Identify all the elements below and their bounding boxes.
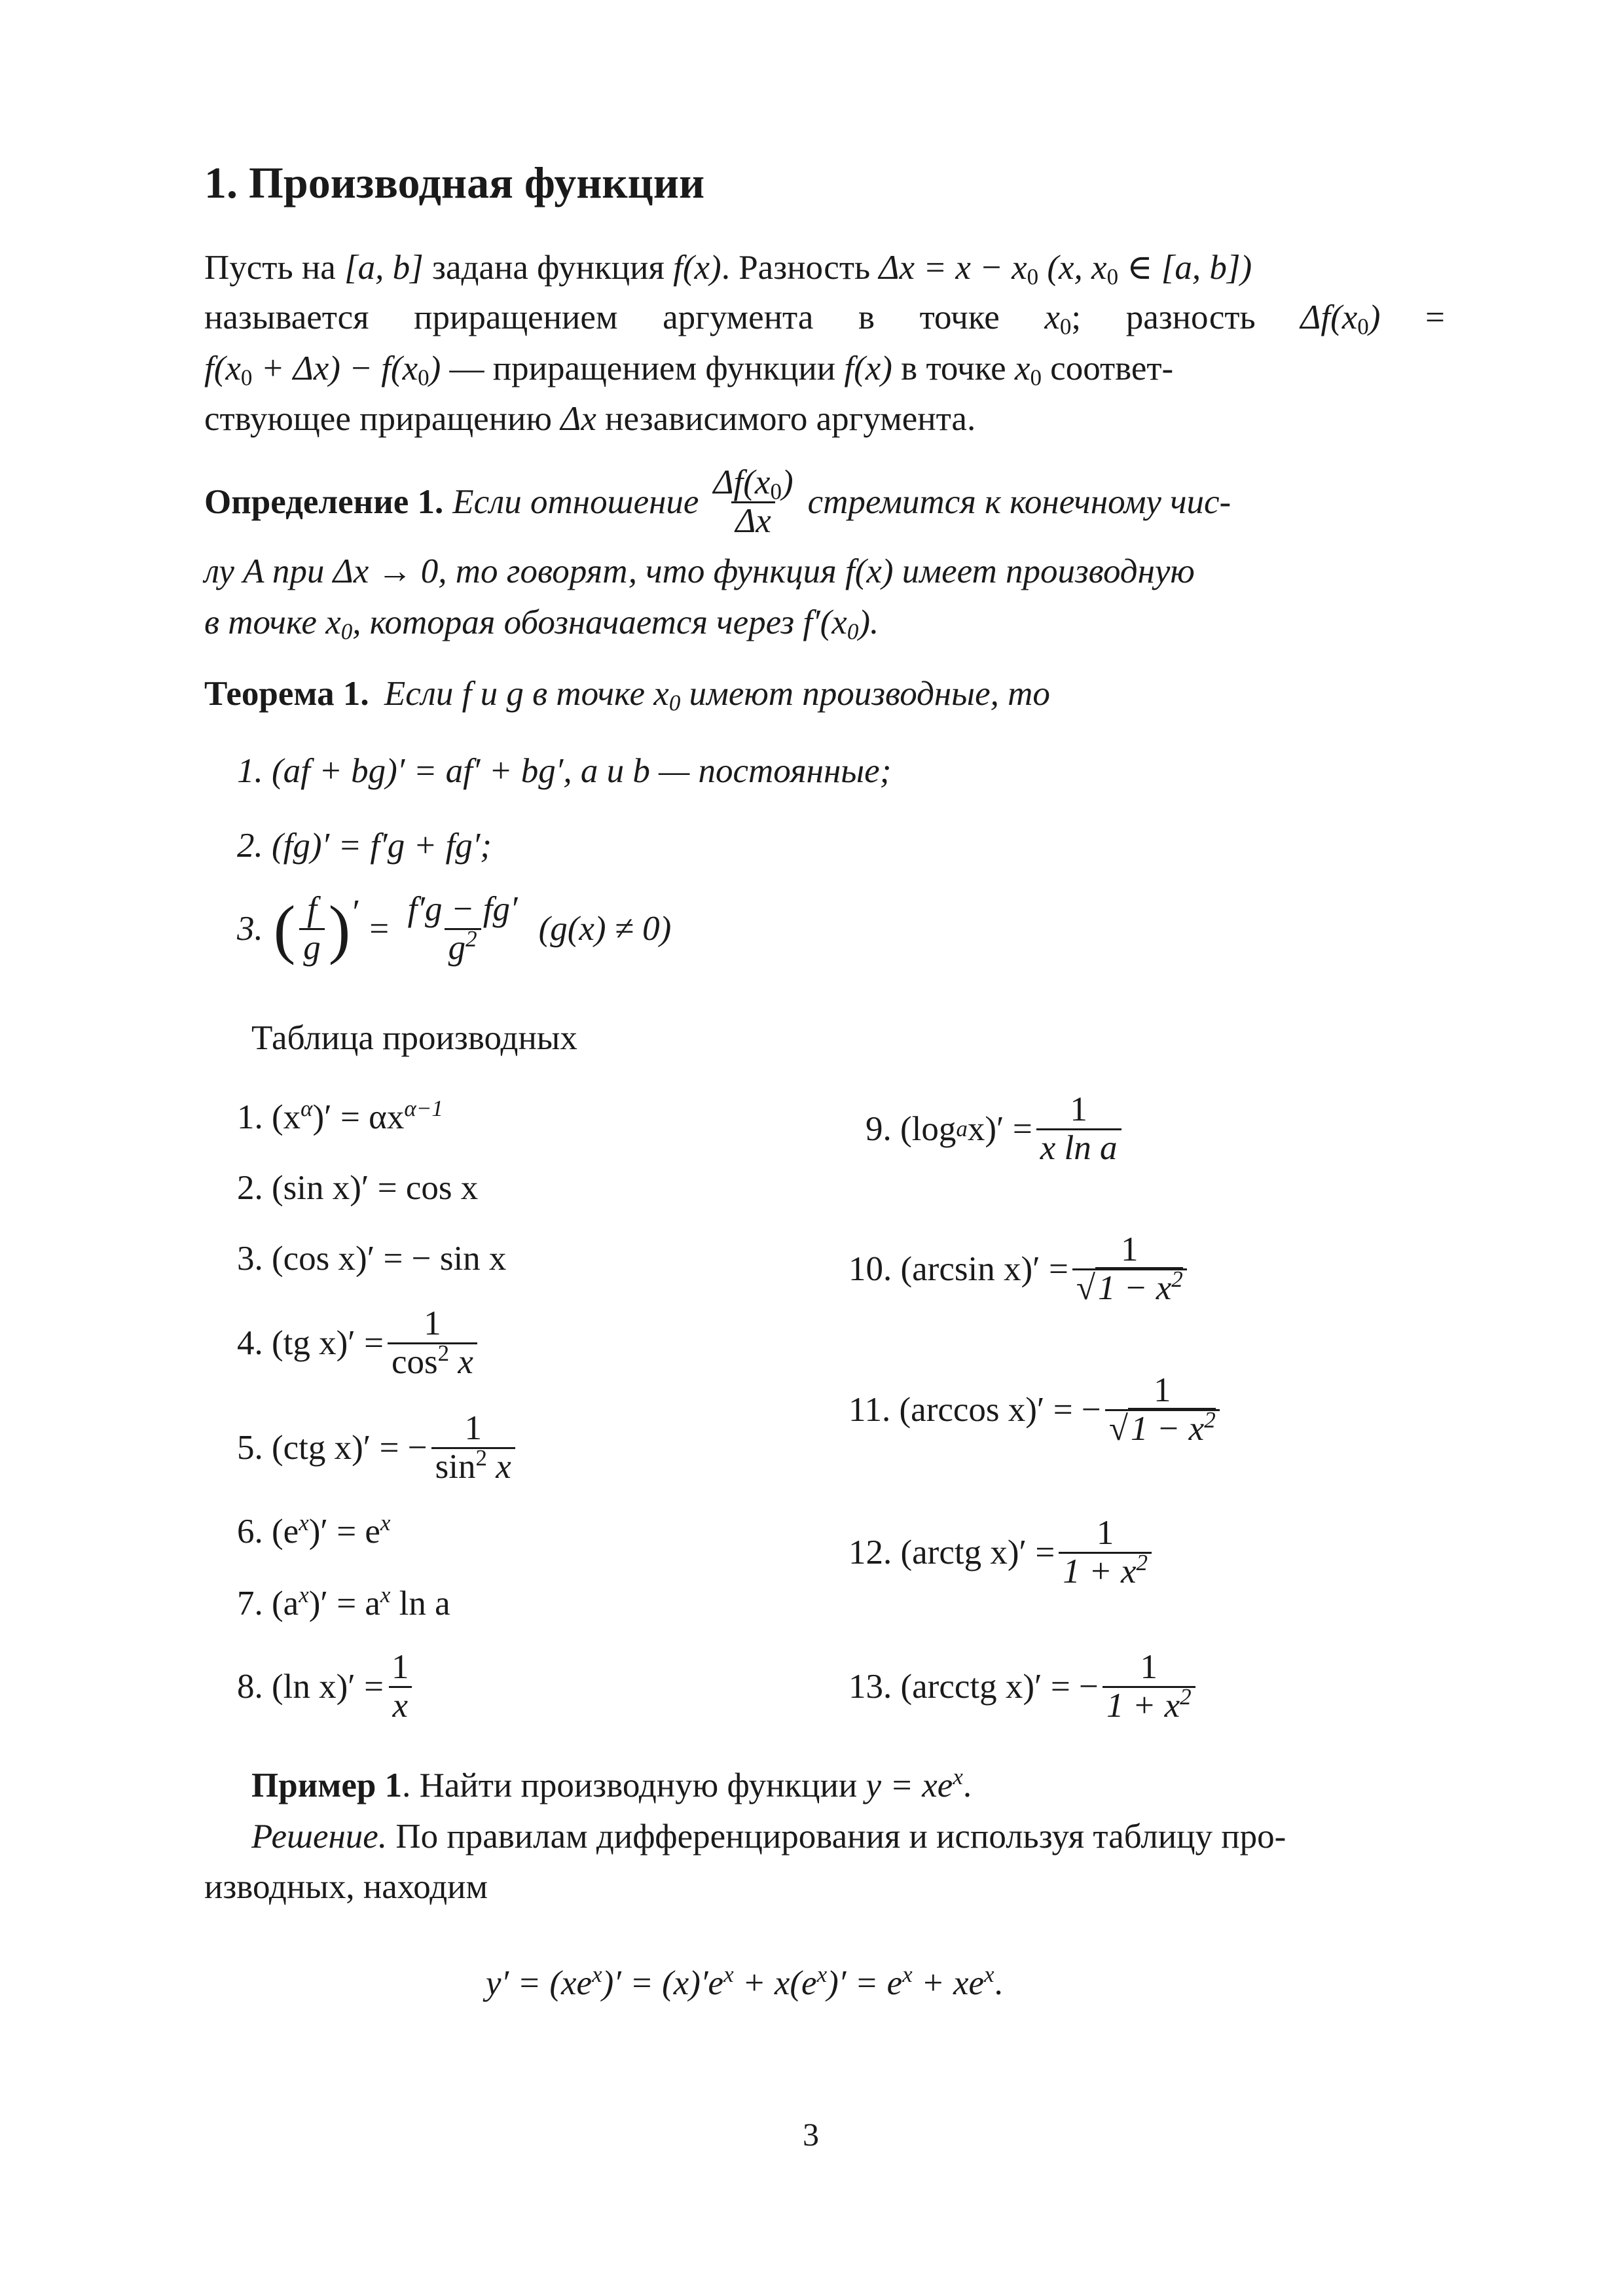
theorem-item3-quotient: $\frac{f'g - fg'}{g^2}$ — [407, 890, 518, 967]
definition-line-3: в точке $x_0$, которая обозначается через $f'(x_0)$. — [204, 603, 879, 645]
table-row-3: 3. (cos x)′ = − sin x — [237, 1240, 507, 1278]
table-row-5: 5. (ctg x)′ = − $\frac{1}{\sin^2 x}$ — [237, 1410, 519, 1485]
definition-line-2: лу A при Δx → 0, то говорят, что функция f(x) имеет производную — [204, 552, 1195, 590]
table-title: Таблица производных — [251, 1019, 577, 1057]
table-row-7: 7. $(a^x)' = a^x$ ln a — [237, 1581, 450, 1623]
table-row-1: 1. $(x^\alpha)' = \alpha x^{\alpha-1}$ — [237, 1095, 443, 1136]
solution-formula: $y' = (xe^x)' = (x)'e^x + x(e^x)' = e^x + xe^x$. — [486, 1961, 1003, 2002]
definition-label: Определение 1. — [204, 483, 444, 522]
table-row-4: 4. (tg x)′ = $\frac{1}{\cos^2 x}$ — [237, 1306, 481, 1380]
page-number: 3 — [803, 2116, 819, 2153]
example-line: Пример 1. Найти производную функции $y = xe^x$. — [251, 1763, 972, 1804]
intro-line-1: Пусть на [a, b] задана функция f(x). Разность $\Delta x = x - x_0$ (x, $x_0$ ∈ [a, b]) — [204, 249, 1252, 290]
table-row-2: 2. (sin x)′ = cos x — [237, 1169, 479, 1207]
intro-line-2: называется приращением аргумента в точке $x_0$; разность $\Delta f(x_0)$ = — [204, 298, 1445, 340]
table-row-9: 9. (log a x)′ = $\frac{1}{\text{x ln a}}$ — [866, 1092, 1125, 1166]
definition-fraction: $\frac{\Delta f(x_0)}{\Delta x}$ — [713, 463, 793, 540]
theorem-item-3: 3. ( $\frac{f}{g}$ ) ′ = $\frac{f'g - fg'}{g^2}$ (g(x) ≠ 0) — [237, 890, 672, 967]
table-row-8: 8. (ln x)′ = $\frac{1}{x}$ — [237, 1649, 417, 1724]
solution-line-1: Решение. По правилам дифференцирования и используя таблицу про- — [251, 1818, 1286, 1856]
definition-line-1: Определение 1. Если отношение $\frac{\Delta f(x_0)}{\Delta x}$ стремится к конечному чис- — [204, 463, 1231, 540]
intro-line-3: $f(x_0 + \Delta x) - f(x_0)$ — приращением функции f(x) в точке $x_0$ соответ- — [204, 350, 1174, 391]
theorem-item-2: 2. (fg)′ = f′g + fg′; — [237, 827, 492, 865]
theorem-item3-fg: $\frac{f}{g}$ — [299, 891, 325, 966]
table-row-11: 11. (arccos x)′ = − $\frac{1}{√1 - x^2}$ — [848, 1372, 1224, 1447]
example-label: Пример 1 — [251, 1767, 403, 1804]
theorem-line: Теорема 1. Если f и g в точке $x_0$ имеют производные, то — [204, 675, 1050, 716]
solution-line-2: изводных, находим — [204, 1868, 488, 1906]
solution-label: Решение. — [251, 1818, 388, 1856]
theorem-label: Теорема 1. — [204, 675, 369, 713]
intro-line-4: ствующее приращению Δx независимого аргумента. — [204, 400, 976, 438]
table-row-10: 10. (arcsin x)′ = $\frac{1}{√1 - x^2}$ — [848, 1232, 1191, 1306]
table-row-6: 6. $(e^x)' = e^x$ — [237, 1509, 391, 1551]
section-title: 1. Производная функции — [204, 158, 705, 207]
theorem-item-1: 1. (af + bg)′ = af′ + bg′, a и b — постоянные; — [237, 752, 892, 790]
table-row-13: 13. (arcctg x)′ = − $\frac{1}{1 + x^2}$ — [848, 1649, 1199, 1724]
table-row-12: 12. (arctg x)′ = $\frac{1}{1 + x^2}$ — [848, 1515, 1156, 1590]
